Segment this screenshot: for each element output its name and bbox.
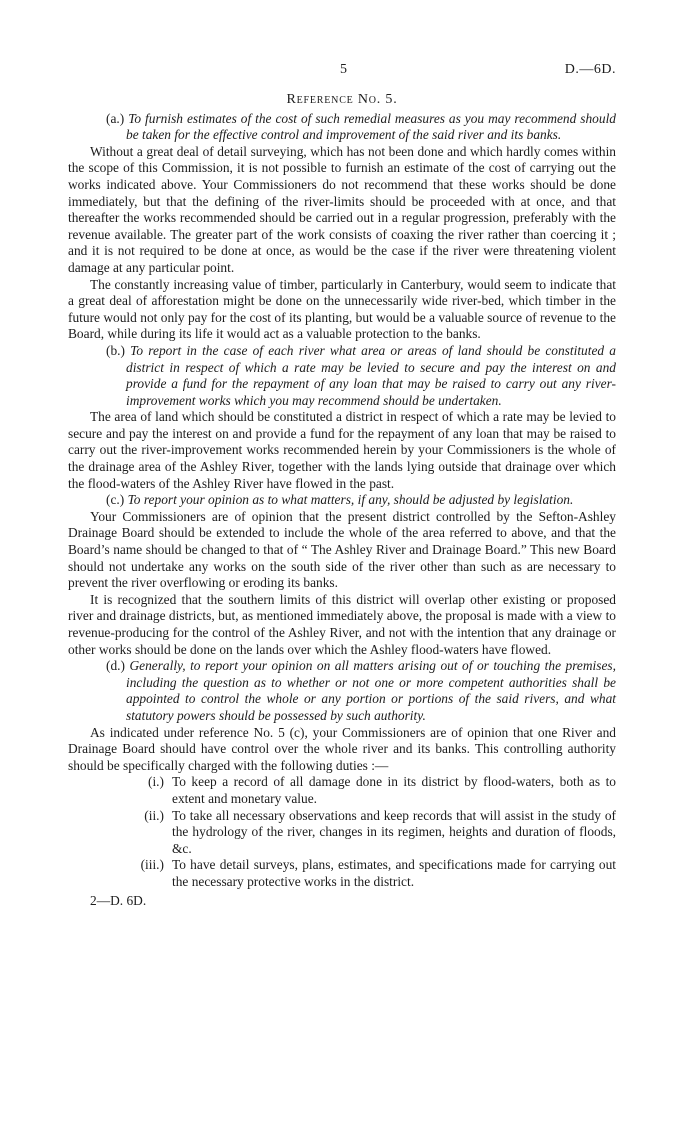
printer-signature: 2—D. 6D. <box>90 892 147 908</box>
reference-label: (c.) <box>106 492 125 508</box>
duty-label: (ii.) <box>144 807 164 823</box>
reference-label: (d.) <box>106 658 125 674</box>
paragraph: Your Commissioners are of opinion that the present district controlled by the Sefton-Ashley Drainage Board should be extended to include the whole of the area referred to above, and that the Board’s name should be changed to that of “ The Ashley River and Drainage Board.” This new Board should not undertake any works on the south side of the river other than such as are necessary to prevent the river overflowing or eroding its banks. <box>68 508 616 591</box>
reference-label: (b.) <box>106 342 125 358</box>
duty-text: To take all necessary observations and keep records that will assist in the study of the hydrology of the river, changes in its regimen, heights and duration of floods, &c. <box>172 807 616 856</box>
section-title: Reference No. 5. <box>286 92 398 107</box>
paragraph: It is recognized that the southern limits of this district will overlap other existing or proposed river and drainage districts, but, as mentioned immediately above, the proposal is made with a view to revenue-producing for the control of the Ashley River, and not with the intention that any drainage or other works should be done on the lands over which the Ashley flood-waters have flowed. <box>68 591 616 657</box>
reference-text: Generally, to report your opinion on all matters arising out of or touching the premises, including the question as to whether or not one or more competent authorities shall be appointed to control the whole or any portion or portions of the said rivers, and what statutory powers should be possessed by such authority. <box>126 658 616 723</box>
reference-item-c <box>68 492 616 509</box>
duty-text: To have detail surveys, plans, estimates, and specifications made for carrying out the necessary protective works in the district. <box>172 857 616 889</box>
paragraph: As indicated under reference No. 5 (c), your Commissioners are of opinion that one River and Drainage Board should have control over the whole river and its banks. This controlling authority should be specifically charged with the following duties :— <box>68 724 616 773</box>
reference-item-a <box>68 111 616 144</box>
document-reference: D.—6D. <box>564 62 616 77</box>
reference-item-d <box>68 658 616 724</box>
duty-item <box>68 808 616 858</box>
duty-label: (i.) <box>148 774 164 790</box>
reference-text: To furnish estimates of the cost of such remedial measures as you may recommend should be taken for the effective control and improvement of the said river and its banks. <box>126 110 616 143</box>
paragraph: The constantly increasing value of timber, particularly in Canterbury, would seem to indicate that a great deal of afforestation might be done on the unnecessarily wide river-bed, which timber in the future would not only pay for the cost of its planting, but would be a valuable source of revenue to the Board, while during its life it would act as a valuable protection to the banks. <box>68 276 616 342</box>
reference-item-b <box>68 343 616 409</box>
reference-text: To report in the case of each river what area or areas of land should be constituted a district in respect of which a rate may be levied to secure and pay the interest on and provide a fund for the repayment of any loan that may be raised to carry out any river-improvement works which you may recommend should be undertaken. <box>126 342 616 408</box>
page-body <box>68 92 616 909</box>
reference-text: To report your opinion as to what matters, if any, should be adjusted by legislation. <box>127 492 574 508</box>
paragraph: Without a great deal of detail surveying, which has not been done and which hardly comes within the scope of this Commission, it is not possible to furnish an estimate of the cost of carrying out the works indicated above. Your Commissioners do not recommend that these works should be done immediately, but that the defining of the river-limits should be proceeded with at once, and that thereafter the works recommended should be carried out in a regular progression, preferably with the revenue available. The greater part of the work consists of coaxing the river rather than coercing it ; and it is not required to be done at once, as would be the case if the river were threatening violent damage at any particular point. <box>68 143 616 275</box>
reference-label: (a.) <box>106 110 125 126</box>
page-header <box>68 62 616 82</box>
duty-item <box>68 857 616 890</box>
duty-text: To keep a record of all damage done in its district by flood-waters, both as to extent and monetary value. <box>172 774 616 806</box>
duty-label: (iii.) <box>140 857 164 873</box>
paragraph: The area of land which should be constituted a district in respect of which a rate may be levied to secure and pay the interest on and provide a fund for the repayment of any loan that may be raised to carry out the river-improvement works recommended herein by your Commissioners is the whole of the drainage area of the Ashley River, together with the lands lying outside that drainage over which the flood-waters of the Ashley River have flowed in the past. <box>68 409 616 491</box>
duty-item <box>68 774 616 807</box>
page-number: 5 <box>340 62 347 77</box>
